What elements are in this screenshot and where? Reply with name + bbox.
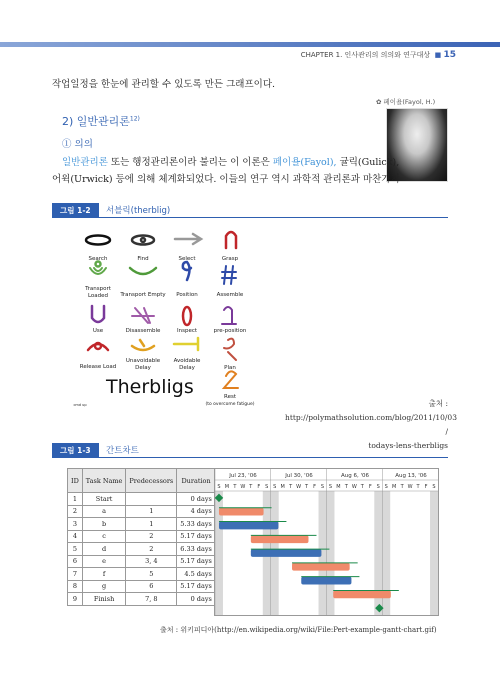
- small-mark: cmd up: [73, 403, 87, 407]
- gantt-chart: [214, 468, 439, 616]
- therblig-label: Inspect: [176, 328, 198, 334]
- day-label: S: [376, 484, 380, 490]
- task-bar: [219, 508, 264, 516]
- week-label: Jul 30, '06: [285, 473, 313, 479]
- col-header: Duration: [177, 469, 216, 493]
- therblig-label: Transport: [85, 286, 111, 292]
- select-icon: [175, 234, 201, 244]
- avoidable-delay-icon: [174, 338, 198, 350]
- page-header: CHAPTER 1. 인사관리의 의의와 연구대상 ■ 15: [300, 50, 456, 60]
- day-label: W: [407, 484, 413, 490]
- therblig-label: Loaded: [87, 293, 109, 299]
- table-row: 6 e 3, 4 5.17 days: [68, 555, 216, 568]
- position-icon: [183, 262, 191, 280]
- task-bar: [251, 549, 322, 557]
- day-label: S: [432, 484, 436, 490]
- figure-source-1: 출처 : http://polymathsolution.com/blog/2011/10/03 / todays-lens-therbligs: [285, 399, 457, 450]
- day-label: F: [313, 484, 316, 490]
- col-header: Predecessors: [126, 469, 177, 493]
- table-row: 5 d 2 6.33 days: [68, 543, 216, 556]
- day-label: S: [320, 484, 325, 490]
- day-label: T: [416, 484, 420, 490]
- rest-icon: [224, 371, 238, 388]
- day-label: M: [224, 484, 230, 490]
- day-label: F: [368, 484, 372, 490]
- grasp-icon: [226, 232, 236, 248]
- therblig-label: Plan: [224, 365, 236, 371]
- day-label: W: [240, 484, 246, 490]
- task-bar: [333, 590, 391, 598]
- table-row: 9 Finish 7, 8 0 days: [68, 593, 216, 606]
- therblig-label: pre-position: [213, 328, 247, 334]
- day-label: T: [305, 484, 309, 490]
- table-row: 4 c 2 5.17 days: [68, 530, 216, 543]
- week-label: Aug 13, '06: [395, 473, 427, 479]
- table-row: 8 g 6 5.17 days: [68, 580, 216, 593]
- therblig-label: (to overcome fatigue): [205, 402, 255, 407]
- figure-header: 그림 1-2 서블릭(therblig): [52, 203, 448, 218]
- intro-text: 작업일정을 한눈에 관리할 수 있도록 만든 그래프이다.: [52, 79, 276, 90]
- gantt-table: [67, 468, 216, 606]
- body-line-2: 어윅(Urwick) 등에 의해 체계화되었다. 이들의 연구 역시 과학적 관리론과 마찬가지: [52, 174, 400, 185]
- therblig-label: Disassemble: [125, 328, 161, 334]
- table-row: 2 a 1 4 days: [68, 505, 216, 518]
- disassemble-icon: [132, 308, 154, 323]
- therblig-label: Avoidable: [173, 358, 201, 364]
- task-bar: [301, 577, 351, 585]
- pre-position-icon: [222, 307, 236, 324]
- day-label: T: [249, 484, 253, 490]
- day-label: T: [400, 484, 404, 490]
- day-label: S: [328, 484, 333, 490]
- therblig-label: Position: [176, 292, 198, 298]
- task-bar: [292, 563, 350, 571]
- table-row: 7 f 5 4.5 days: [68, 568, 216, 581]
- therblig-label: Assemble: [216, 292, 244, 298]
- therblig-label: Select: [178, 256, 196, 262]
- therblig-label: Delay: [135, 365, 151, 371]
- therblig-label: Delay: [179, 365, 195, 371]
- therblig-label: Use: [92, 328, 104, 334]
- day-label: F: [257, 484, 261, 490]
- weekend-shade: [430, 491, 438, 615]
- day-label: M: [336, 484, 341, 490]
- transport-empty-icon: [130, 268, 156, 274]
- task-bar: [219, 522, 278, 530]
- use-icon: [92, 306, 104, 322]
- assemble-icon: [222, 266, 236, 284]
- day-label: T: [344, 484, 348, 490]
- page-number: 15: [443, 50, 456, 60]
- table-row: 3 b 1 5.33 days: [68, 518, 216, 531]
- header-bar: [0, 42, 500, 47]
- plan-icon: [224, 339, 236, 360]
- day-label: M: [392, 484, 397, 490]
- day-label: T: [360, 484, 364, 490]
- table-row: 1 Start 0 days: [68, 493, 216, 506]
- figure-source-2: 출처 : 위키피디아(http://en.wikipedia.org/wiki/File:Pert-example-gantt-chart.gif): [160, 626, 437, 634]
- therblig-label: Rest: [224, 394, 236, 400]
- photo-caption: ✿ 페이욜(Fayol, H.): [376, 98, 436, 106]
- day-label: S: [384, 484, 388, 490]
- day-label: W: [296, 484, 302, 490]
- transport-loaded-icon: [90, 268, 106, 274]
- week-label: Aug 6, '06: [341, 473, 369, 479]
- day-label: S: [273, 484, 277, 490]
- therblig-label: Grasp: [221, 256, 239, 262]
- day-label: S: [265, 484, 269, 490]
- day-label: T: [289, 484, 293, 490]
- therblig-label: Find: [137, 256, 149, 262]
- day-label: F: [424, 484, 428, 490]
- day-label: S: [217, 484, 221, 490]
- search-icon: [86, 236, 110, 245]
- body-line-1: 일반관리론 또는 행정관리론이라 불리는 이 이론은 페이욜(Fayol), 귤릭(Gulick),: [62, 157, 400, 168]
- week-label: Jul 23, '06: [229, 473, 257, 479]
- therbligs-title: Therbligs: [106, 376, 194, 398]
- col-header: ID: [68, 469, 83, 493]
- day-label: W: [351, 484, 357, 490]
- day-label: M: [280, 484, 285, 490]
- day-label: T: [233, 484, 237, 490]
- section-title: 2) 일반관리론$^{12)}$: [62, 115, 140, 128]
- chapter-title: CHAPTER 1. 인사관리의 의의와 연구대상: [300, 51, 431, 59]
- inspect-icon: [183, 307, 191, 325]
- col-header: Task Name: [82, 469, 126, 493]
- therblig-label: Search: [88, 256, 108, 262]
- unavoidable-delay-icon: [132, 340, 154, 350]
- task-bar: [251, 535, 309, 543]
- therblig-label: Unavoidable: [125, 358, 161, 364]
- therblig-label: Transport Empty: [120, 292, 166, 298]
- figure-header: 그림 1-3 간트차트: [52, 443, 448, 458]
- therblig-label: Release Load: [79, 364, 117, 370]
- subsection-title: ① 의의: [62, 139, 93, 150]
